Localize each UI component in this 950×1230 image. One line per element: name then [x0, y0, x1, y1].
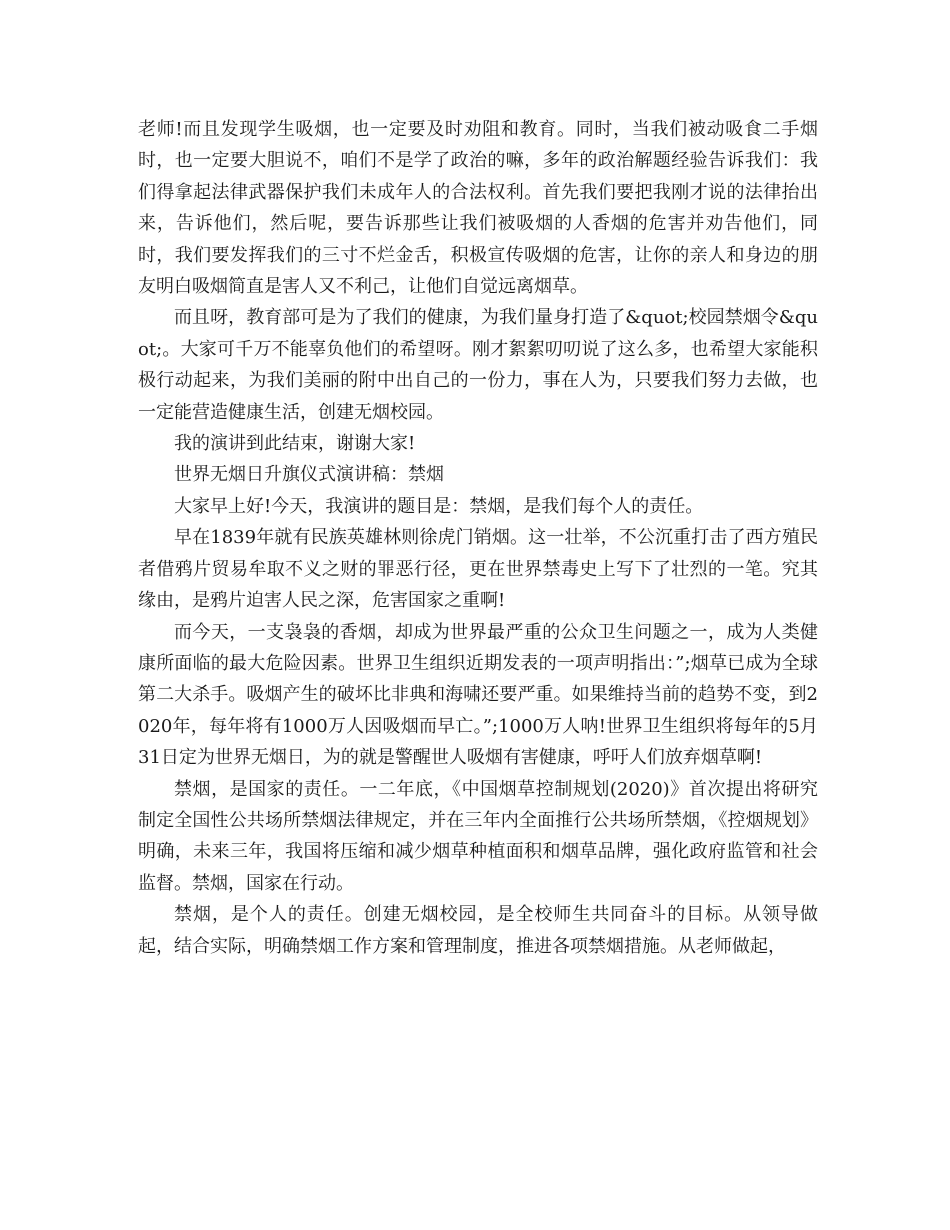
paragraph: 早在1839年就有民族英雄林则徐虎门销烟。这一壮举，不公沉重打击了西方殖民者借鸦片贸易牟取不义之财的罪恶行径，更在世界禁毒史上写下了壮烈的一笔。究其缘由，是鸦片迫害人民之深，危害国家之重啊!: [138, 527, 818, 612]
section-heading: 世界无烟日升旗仪式演讲稿：禁烟: [174, 464, 444, 486]
paragraph: 而今天，一支袅袅的香烟，却成为世界最严重的公众卫生问题之一，成为人类健康所面临的最大危险因素。世界卫生组织近期发表的一项声明指出：”;烟草已成为全球第二大杀手。吸烟产生的破坏比非典和海啸还要严重。如果维持当前的趋势不变，到2020年，每年将有1000万人因吸烟而早亡。”;1000万人呐!世界卫生组织将每年的5月31日定为世界无烟日，为的就是警醒世人吸烟有害健康，呼吁人们放弃烟草啊!: [138, 621, 818, 769]
paragraph: 老师!而且发现学生吸烟，也一定要及时劝阻和教育。同时，当我们被动吸食二手烟时，也一定要大胆说不，咱们不是学了政治的嘛，多年的政治解题经验告诉我们：我们得拿起法律武器保护我们未成年人的合法权利。首先我们要把我刚才说的法律抬出来，告诉他们，然后呢，要告诉那些让我们被吸烟的人香烟的危害并劝告他们，同时，我们要发挥我们的三寸不烂金舌，积极宣传吸烟的危害，让你的亲人和身边的朋友明白吸烟简直是害人又不利己，让他们自觉远离烟草。: [138, 119, 818, 298]
paragraph: 我的演讲到此结束，谢谢大家!: [174, 433, 416, 455]
paragraph: 禁烟，是个人的责任。创建无烟校园，是全校师生共同奋斗的目标。从领导做起，结合实际，明确禁烟工作方案和管理制度，推进各项禁烟措施。从老师做起，: [138, 904, 818, 957]
paragraph: 大家早上好!今天，我演讲的题目是：禁烟，是我们每个人的责任。: [174, 495, 704, 517]
paragraph: 禁烟，是国家的责任。一二年底，《中国烟草控制规划(2020)》首次提出将研究制定全国性公共场所禁烟法律规定，并在三年内全面推行公共场所禁烟，《控烟规划》明确，未来三年，我国将压缩和减少烟草种植面积和烟草品牌，强化政府监管和社会监督。禁烟，国家在行动。: [138, 778, 818, 894]
document-body: [138, 114, 818, 962]
paragraph: 而且呀，教育部可是为了我们的健康，为我们量身打造了&quot;校园禁烟令&quot;。大家可千万不能辜负他们的希望呀。刚才絮絮叨叨说了这么多，也希望大家能积极行动起来，为我们美丽的附中出自己的一份力，事在人为，只要我们努力去做，也一定能营造健康生活，创建无烟校园。: [138, 307, 818, 423]
